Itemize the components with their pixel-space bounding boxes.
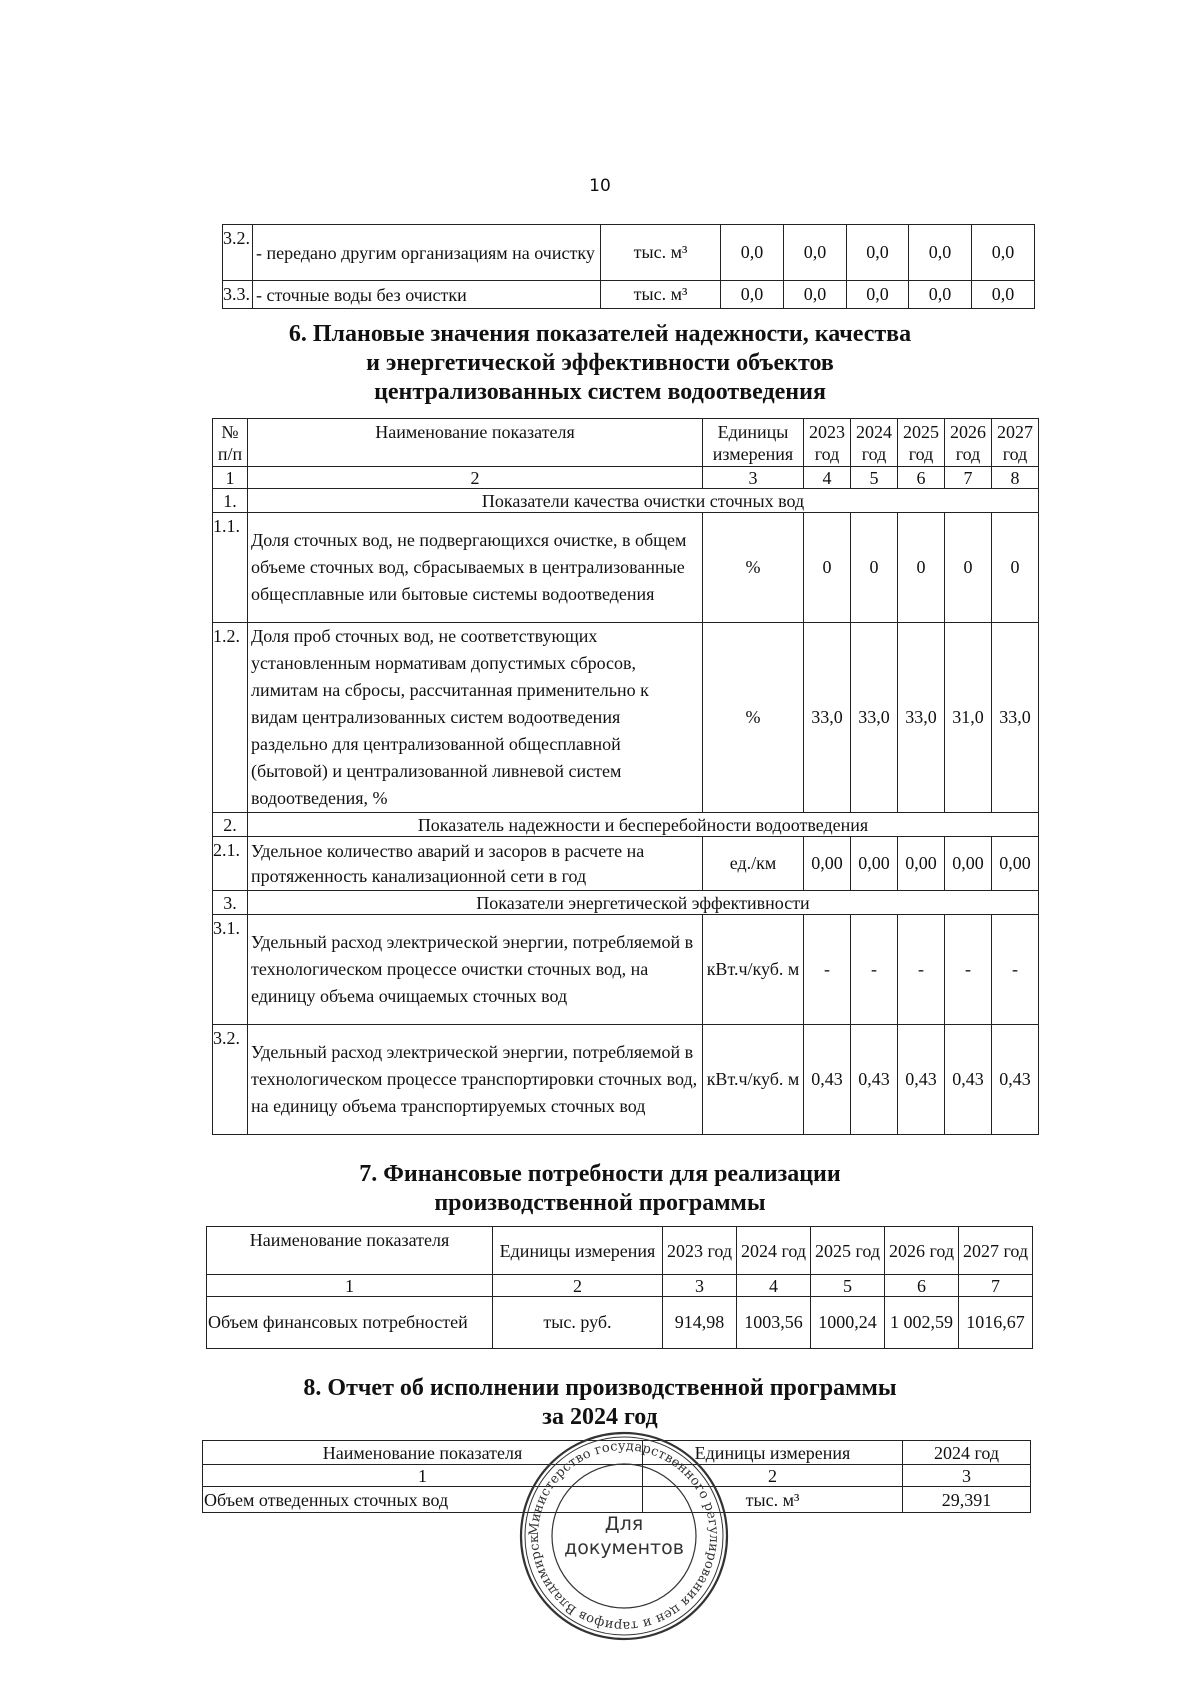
header-year: 2024 год <box>851 419 898 467</box>
row-name: - передано другим организациям на очистку <box>253 225 601 281</box>
row-unit: % <box>703 513 804 623</box>
group-num: 3. <box>213 891 248 915</box>
page-number: 10 <box>589 176 611 196</box>
top-table <box>222 224 1035 309</box>
section7-title-line: 7. Финансовые потребности для реализации <box>359 1161 841 1187</box>
col-number: 2 <box>493 1275 663 1297</box>
row-num: 2.1. <box>213 837 248 891</box>
value-cell: 33,0 <box>804 623 851 813</box>
col-number: 1 <box>203 1465 643 1487</box>
row-name: Доля сточных вод, не подвергающихся очистке, в общем объеме сточных вод, сбрасываемых в централизованные общесплавные или бытовые системы водоотведения <box>248 513 703 623</box>
header-year: 2024 год <box>903 1441 1031 1465</box>
section7-table <box>206 1226 1033 1349</box>
group-num: 1. <box>213 489 248 513</box>
value-cell: 1000,24 <box>811 1297 885 1349</box>
col-number: 3 <box>903 1465 1031 1487</box>
value-cell: 0,0 <box>784 225 847 281</box>
header-num: № п/п <box>213 419 248 467</box>
value-cell: 0 <box>945 513 992 623</box>
value-cell: 0,00 <box>804 837 851 891</box>
col-number: 4 <box>804 467 851 489</box>
col-number: 2 <box>248 467 703 489</box>
table-row <box>213 1025 1039 1135</box>
official-stamp <box>518 1430 730 1642</box>
value-cell: 0 <box>851 513 898 623</box>
header-row <box>213 419 1039 467</box>
value-cell: 33,0 <box>992 623 1039 813</box>
value-cell: 0,0 <box>847 281 909 309</box>
group-title: Показатели качества очистки сточных вод <box>248 489 1039 513</box>
row-num: 3.2. <box>213 1025 248 1135</box>
value-cell: - <box>804 915 851 1025</box>
header-year: 2025 год <box>898 419 945 467</box>
header-unit: Единицы измерения <box>493 1227 663 1275</box>
header-unit: Единицы измерения <box>643 1441 903 1465</box>
section7-title <box>0 1160 1200 1218</box>
col-number: 8 <box>992 467 1039 489</box>
value-cell: 0,0 <box>721 225 784 281</box>
col-number: 4 <box>737 1275 811 1297</box>
group-row <box>213 813 1039 837</box>
col-number: 3 <box>703 467 804 489</box>
value-cell: 0,0 <box>909 281 972 309</box>
col-number: 2 <box>643 1465 903 1487</box>
row-unit: кВт.ч/куб. м <box>703 915 804 1025</box>
section6-table <box>212 418 1039 1135</box>
table-row <box>213 513 1039 623</box>
section6-title <box>0 320 1200 407</box>
header-year: 2025 год <box>811 1227 885 1275</box>
table-row <box>213 623 1039 813</box>
row-name: - сточные воды без очистки <box>253 281 601 309</box>
row-num: 3.1. <box>213 915 248 1025</box>
table-row <box>223 281 1035 309</box>
section6-title-line: и энергетической эффективности объектов <box>366 350 834 376</box>
row-name: Доля проб сточных вод, не соответствующих установленным нормативам допустимых сбросов, лимитам на сбросы, рассчитанная применительно к видам централизованных систем водоотведения раздельно для централизованной общесплавной (бытовой) и централизованной ливневой систем водоотведения, % <box>248 623 703 813</box>
value-cell: 0,43 <box>992 1025 1039 1135</box>
table-row <box>213 915 1039 1025</box>
value-cell: 33,0 <box>898 623 945 813</box>
group-title: Показатель надежности и бесперебойности водоотведения <box>248 813 1039 837</box>
table-row <box>213 837 1039 891</box>
row-value: 29,391 <box>903 1487 1031 1513</box>
value-cell: 33,0 <box>851 623 898 813</box>
value-cell: 1 002,59 <box>885 1297 959 1349</box>
col-number: 5 <box>851 467 898 489</box>
section6-title-line: централизованных систем водоотведения <box>374 379 826 405</box>
row-unit: ед./км <box>703 837 804 891</box>
group-num: 2. <box>213 813 248 837</box>
column-numbers-row <box>213 467 1039 489</box>
value-cell: - <box>898 915 945 1025</box>
stamp-center-line1: Для <box>604 1513 644 1535</box>
header-name: Наименование показателя <box>207 1227 493 1275</box>
stamp-ring-text: Министерство государственного регулирования цен и тарифов Владимирск <box>526 1438 722 1634</box>
value-cell: 0,00 <box>898 837 945 891</box>
value-cell: 0,43 <box>898 1025 945 1135</box>
row-name: Объем отведенных сточных вод <box>203 1487 643 1513</box>
row-name: Объем финансовых потребностей <box>207 1297 493 1349</box>
value-cell: 0,0 <box>847 225 909 281</box>
value-cell: 0,0 <box>784 281 847 309</box>
value-cell: 0 <box>898 513 945 623</box>
row-num: 1.2. <box>213 623 248 813</box>
section8-title <box>0 1374 1200 1432</box>
section8-title-line: за 2024 год <box>542 1404 658 1430</box>
value-cell: 1016,67 <box>959 1297 1033 1349</box>
col-number: 3 <box>663 1275 737 1297</box>
value-cell: 0,43 <box>945 1025 992 1135</box>
group-title: Показатели энергетической эффективности <box>248 891 1039 915</box>
section6-title-line: 6. Плановые значения показателей надежности, качества <box>288 321 912 347</box>
col-number: 1 <box>207 1275 493 1297</box>
value-cell: - <box>992 915 1039 1025</box>
header-year: 2024 год <box>737 1227 811 1275</box>
row-unit: кВт.ч/куб. м <box>703 1025 804 1135</box>
row-num: 1.1. <box>213 513 248 623</box>
row-num: 3.3. <box>223 281 253 309</box>
value-cell: 0,00 <box>851 837 898 891</box>
value-cell: - <box>945 915 992 1025</box>
header-year: 2027 год <box>992 419 1039 467</box>
col-number: 7 <box>945 467 992 489</box>
value-cell: - <box>851 915 898 1025</box>
value-cell: 914,98 <box>663 1297 737 1349</box>
group-row <box>213 891 1039 915</box>
header-year: 2023 год <box>663 1227 737 1275</box>
row-unit: тыс. руб. <box>493 1297 663 1349</box>
header-year: 2027 год <box>959 1227 1033 1275</box>
row-unit: тыс. м³ <box>601 281 721 309</box>
row-num: 3.2. <box>223 225 253 281</box>
value-cell: 0 <box>992 513 1039 623</box>
stamp-center-line2: документов <box>564 1537 684 1559</box>
header-name: Наименование показателя <box>203 1441 643 1465</box>
header-name: Наименование показателя <box>248 419 703 467</box>
section8-title-line: 8. Отчет об исполнении производственной программы <box>303 1375 897 1401</box>
row-name: Удельный расход электрической энергии, потребляемой в технологическом процессе транспортировки сточных вод, на единицу объема транспортируемых сточных вод <box>248 1025 703 1135</box>
value-cell: 31,0 <box>945 623 992 813</box>
section7-title-line: производственной программы <box>434 1190 766 1216</box>
column-numbers-row <box>207 1275 1033 1297</box>
value-cell: 0 <box>804 513 851 623</box>
header-year: 2023 год <box>804 419 851 467</box>
value-cell: 0,43 <box>851 1025 898 1135</box>
header-year: 2026 год <box>945 419 992 467</box>
value-cell: 0,43 <box>804 1025 851 1135</box>
value-cell: 0,0 <box>909 225 972 281</box>
table-row <box>223 225 1035 281</box>
col-number: 5 <box>811 1275 885 1297</box>
row-name: Удельное количество аварий и засоров в расчете на протяженность канализационной сети в год <box>248 837 703 891</box>
row-unit: тыс. м³ <box>601 225 721 281</box>
table-row <box>207 1297 1033 1349</box>
value-cell: 0,00 <box>992 837 1039 891</box>
value-cell: 0,0 <box>972 225 1035 281</box>
col-number: 6 <box>885 1275 959 1297</box>
row-unit: % <box>703 623 804 813</box>
row-unit: тыс. м³ <box>643 1487 903 1513</box>
value-cell: 1003,56 <box>737 1297 811 1349</box>
value-cell: 0,00 <box>945 837 992 891</box>
row-name: Удельный расход электрической энергии, потребляемой в технологическом процессе очистки сточных вод, на единицу объема очищаемых сточных вод <box>248 915 703 1025</box>
header-year: 2026 год <box>885 1227 959 1275</box>
value-cell: 0,0 <box>972 281 1035 309</box>
header-unit: Единицы измерения <box>703 419 804 467</box>
stamp-center <box>518 1430 730 1642</box>
col-number: 6 <box>898 467 945 489</box>
group-row <box>213 489 1039 513</box>
col-number: 7 <box>959 1275 1033 1297</box>
col-number: 1 <box>213 467 248 489</box>
value-cell: 0,0 <box>721 281 784 309</box>
header-row <box>207 1227 1033 1275</box>
